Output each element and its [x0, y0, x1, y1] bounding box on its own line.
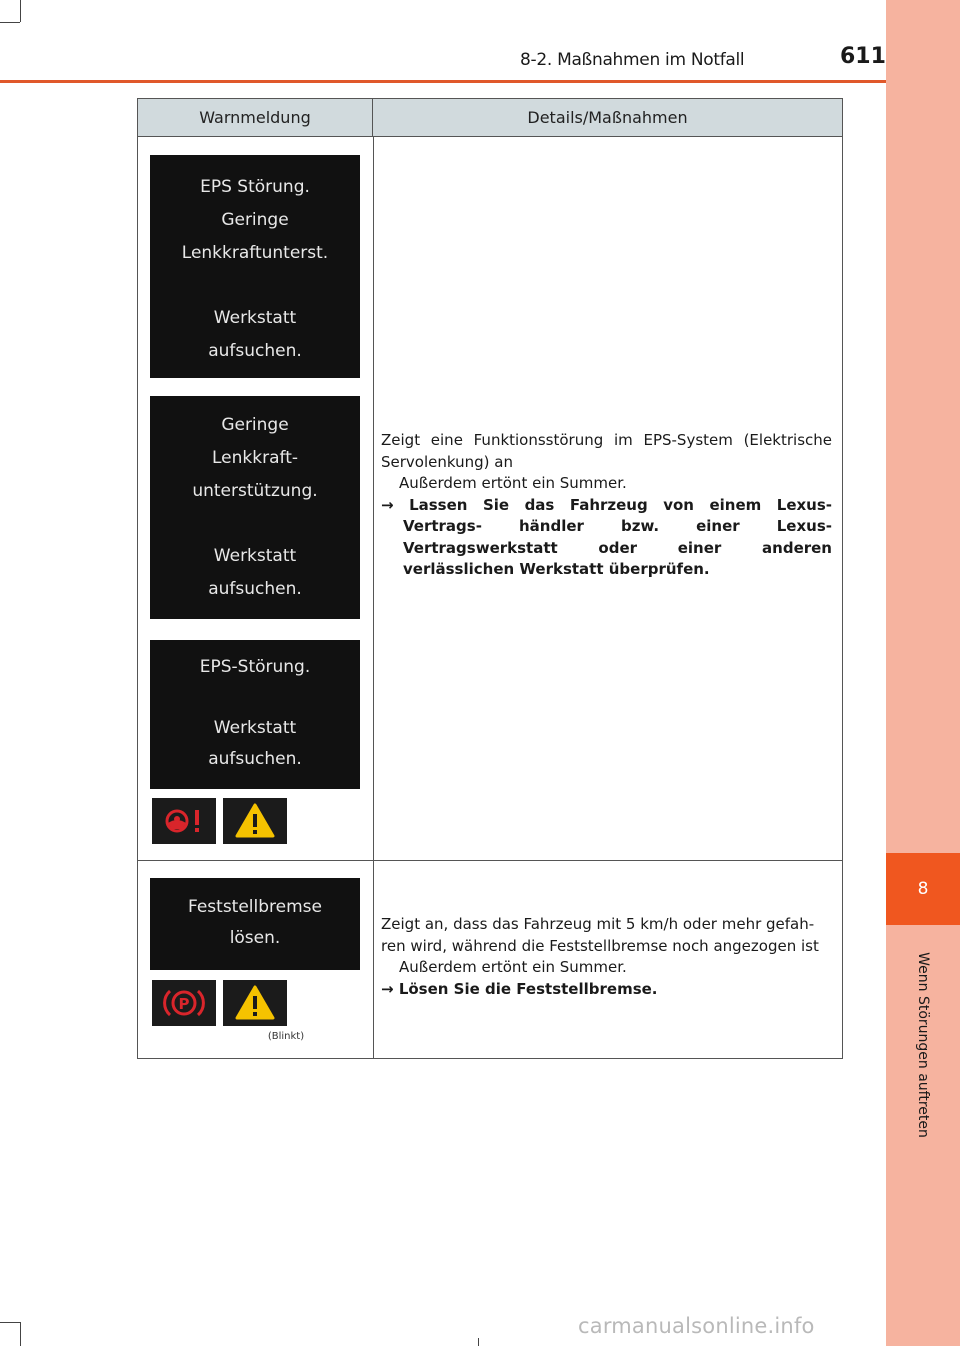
display-line: aufsuchen.: [208, 579, 302, 599]
lamp-caution-1: [223, 798, 287, 844]
display-line: unterstützung.: [192, 481, 318, 501]
details-action: → Lösen Sie die Feststellbremse.: [381, 979, 658, 998]
display-line: aufsuchen.: [208, 749, 302, 769]
details-note: Außerdem ertönt ein Summer.: [399, 474, 627, 492]
crop-mark: [20, 1322, 21, 1346]
steering-warning-icon: [160, 805, 208, 837]
page-number: 611: [840, 44, 886, 69]
details-note: Außerdem ertönt ein Summer.: [399, 958, 627, 976]
details-text: Zeigt eine Funktionsstörung im EPS-System (Elektrische Servolenkung) an: [381, 431, 832, 471]
display-line: Werkstatt: [213, 546, 297, 566]
display-line: EPS-Störung.: [199, 657, 311, 677]
arrow-icon: →: [381, 979, 394, 998]
column-divider: [373, 137, 374, 1058]
caution-triangle-icon: [235, 985, 275, 1021]
svg-text:P: P: [178, 995, 190, 1013]
crop-mark: [0, 1322, 20, 1323]
display-line: Geringe: [221, 415, 289, 435]
display-line: Werkstatt: [213, 718, 297, 738]
warning-display-eps-1: [150, 155, 360, 378]
display-line: Geringe: [221, 210, 289, 230]
lamp-note: (Blinkt): [267, 1031, 305, 1042]
display-line: [150, 270, 360, 302]
section-title: 8-2. Maßnahmen im Notfall: [520, 50, 745, 70]
watermark: carmanualsonline.info: [578, 1314, 815, 1338]
crop-mark: [478, 1338, 479, 1346]
warning-display-eps-3: [150, 640, 360, 789]
display-line: EPS Störung.: [200, 177, 310, 197]
details-action: → Lassen Sie das Fahrzeug von einem Lexus-Vertrags- händler bzw. einer Lexus-Vertragswerkstatt oder einer anderen verlässlichen Werkstatt überprüfen.: [381, 495, 832, 578]
column-header-warning: Warnmeldung: [138, 99, 373, 137]
details-text: Zeigt an, dass das Fahrzeug mit 5 km/h oder mehr gefah- ren wird, während die Feststellbremse noch angezogen ist: [381, 915, 819, 955]
lamp-parking-brake: [152, 980, 216, 1026]
lamp-caution-2: [223, 980, 287, 1026]
display-line: Feststellbremse: [188, 897, 322, 917]
side-band: [886, 0, 960, 1346]
display-line: [150, 683, 360, 713]
arrow-icon: →: [381, 495, 394, 514]
parking-brake-icon: [162, 986, 206, 1020]
lamp-steering: [152, 798, 216, 844]
warning-display-eps-2: [150, 396, 360, 619]
row-divider: [138, 860, 842, 861]
display-line: [150, 508, 360, 540]
display-line: Lenkkraftunterst.: [181, 243, 329, 263]
details-eps: [381, 430, 832, 581]
warning-table: [137, 98, 843, 1059]
chapter-number: 8: [917, 879, 929, 899]
crop-mark: [20, 0, 21, 22]
display-line: Lenkkraft-: [212, 448, 298, 468]
display-line: lösen.: [229, 928, 281, 948]
chapter-tab[interactable]: [886, 853, 960, 925]
warning-display-parking-brake: [150, 878, 360, 970]
display-line: Werkstatt: [213, 308, 297, 328]
display-line: aufsuchen.: [208, 341, 302, 361]
chapter-title: Wenn Störungen auftreten: [915, 952, 931, 1138]
column-header-details: Details/Maßnahmen: [373, 99, 842, 137]
details-parking-brake: [381, 914, 832, 1000]
crop-mark: [0, 22, 20, 23]
caution-triangle-icon: [235, 803, 275, 839]
header-rule: [0, 80, 886, 83]
